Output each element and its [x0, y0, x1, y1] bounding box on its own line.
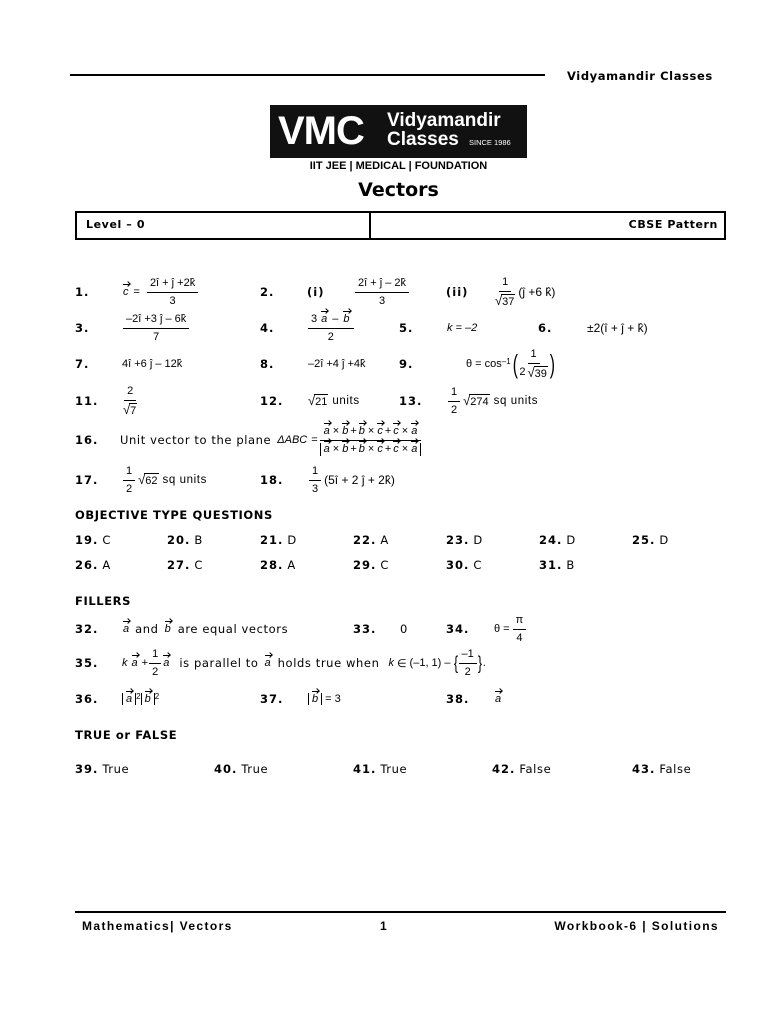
objective-item	[75, 530, 111, 550]
plus-sign: +	[384, 424, 392, 437]
q12-number: 12.	[260, 394, 284, 408]
item-number: 24.	[539, 533, 563, 547]
q6-number: 6.	[538, 321, 553, 335]
vector-a: a	[321, 312, 328, 325]
q37-rest: = 3	[325, 693, 341, 705]
objective-item	[539, 555, 575, 575]
item-answer: False	[519, 762, 552, 776]
item-number: 41.	[353, 762, 377, 776]
cross-sign: ×	[401, 424, 409, 437]
radical-sign: √	[123, 402, 131, 417]
fraction	[308, 313, 354, 344]
numerator: 2î + ĵ – 2k̂	[355, 277, 409, 293]
answer-row	[0, 460, 768, 500]
answer-row	[0, 381, 768, 421]
magnitude-bars	[308, 693, 322, 705]
objective-heading: OBJECTIVE TYPE QUESTIONS	[75, 508, 273, 522]
level-box-divider	[369, 213, 371, 238]
fraction	[123, 465, 135, 496]
q13-number: 13.	[399, 394, 423, 408]
fraction	[355, 277, 409, 308]
numerator: 1	[149, 648, 161, 664]
pattern-label: CBSE Pattern	[628, 218, 718, 231]
numerator: –2î +3 ĵ – 6k̂	[123, 313, 189, 329]
radicand: 7	[130, 405, 137, 417]
numerator: 2	[124, 385, 136, 401]
inverse-exponent: –1	[501, 357, 511, 366]
fraction	[123, 385, 137, 417]
cross-sign: ×	[401, 442, 409, 455]
item-number: 28.	[260, 558, 284, 572]
item-answer: C	[194, 558, 204, 572]
q7-number: 7.	[75, 357, 90, 371]
square-root	[495, 294, 515, 308]
objective-row	[0, 555, 768, 575]
answer-row	[0, 344, 768, 384]
item-answer: True	[380, 762, 408, 776]
logo-line-2: Classes	[387, 129, 459, 150]
plus-sign: +	[384, 442, 392, 455]
vector-a: a	[163, 657, 170, 669]
and-word: and	[135, 622, 159, 636]
radicand: 274	[470, 396, 489, 408]
objective-row	[0, 530, 768, 550]
denominator: 3	[169, 294, 176, 307]
vector-c: c	[123, 286, 129, 298]
q34-number: 34.	[446, 622, 470, 636]
item-number: 40.	[214, 762, 238, 776]
item-number: 25.	[632, 533, 656, 547]
q32-rest: are equal vectors	[177, 622, 289, 636]
fraction	[149, 648, 161, 679]
true-false-item	[75, 759, 129, 779]
item-number: 31.	[539, 558, 563, 572]
vector-a: a	[323, 442, 330, 455]
coefficient: 3	[311, 312, 318, 325]
objective-item	[167, 555, 203, 575]
coefficient: 2	[519, 366, 526, 378]
objective-item	[632, 530, 669, 550]
denominator: 2	[152, 665, 159, 678]
fraction	[123, 313, 189, 344]
denominator: 3	[378, 294, 386, 307]
objective-item	[353, 530, 389, 550]
q3-answer	[120, 308, 192, 348]
item-answer: C	[102, 533, 112, 547]
bracket-expression: (5î + 2 ĵ + 2k̂)	[324, 473, 395, 487]
cross-sign: ×	[367, 442, 375, 455]
fillers-row	[0, 679, 768, 719]
true-false-item	[492, 759, 551, 779]
q2-part-ii-answer	[492, 272, 555, 312]
objective-item	[167, 530, 203, 550]
objective-item	[446, 555, 482, 575]
radical-sign: √	[138, 472, 146, 487]
fraction	[519, 348, 548, 380]
item-number: 26.	[75, 558, 99, 572]
q35-mid: is parallel to	[179, 656, 259, 670]
radical-sign: √	[308, 393, 316, 408]
q5-answer: k = –2	[447, 322, 478, 334]
fraction	[320, 425, 422, 456]
item-answer: D	[659, 533, 669, 547]
q35-tail: holds true when	[277, 656, 380, 670]
vector-c: c	[393, 424, 399, 437]
numerator: 1	[499, 276, 511, 292]
radicand: 39	[534, 368, 547, 380]
q38-answer	[494, 679, 502, 719]
vector-b: b	[358, 424, 365, 437]
cross-sign: ×	[332, 424, 340, 437]
denominator	[519, 364, 548, 380]
vmc-logo	[270, 105, 527, 158]
vector-b: b	[312, 693, 319, 705]
item-answer: D	[566, 533, 576, 547]
objective-item	[353, 555, 389, 575]
true-false-row	[0, 759, 768, 779]
vector-c: c	[377, 442, 383, 455]
q2-part-i-label: (i)	[307, 285, 325, 299]
item-answer: True	[102, 762, 130, 776]
objective-item	[75, 555, 111, 575]
vector-a: a	[495, 693, 502, 705]
q36-number: 36.	[75, 692, 99, 706]
denominator	[123, 401, 137, 417]
header-brand: Vidyamandir Classes	[567, 69, 713, 83]
answer-row	[0, 308, 768, 348]
objective-item	[260, 555, 296, 575]
denominator: 2	[126, 482, 133, 495]
radicand: 21	[315, 396, 328, 408]
logo-mark: VMC	[278, 109, 364, 153]
vector-a: a	[323, 424, 330, 437]
numerator	[320, 425, 422, 441]
q6-answer: ±2(î + ĵ + k̂)	[587, 321, 648, 335]
vector-a: a	[126, 693, 133, 705]
logo-tagline: IIT JEE | MEDICAL | FOUNDATION	[309, 160, 488, 172]
q2-part-i-answer	[352, 272, 412, 312]
vector-a: a	[411, 442, 418, 455]
answer-row	[0, 272, 768, 312]
theta-cos: θ = cos	[466, 358, 502, 370]
denominator: 3	[312, 482, 319, 495]
bracket-expression: (ĵ +6 k̂)	[518, 285, 556, 299]
cross-sign: ×	[367, 424, 375, 437]
fraction	[513, 614, 527, 645]
q4-answer	[305, 308, 357, 348]
vector-a: a	[411, 424, 418, 437]
denominator: 2	[464, 665, 471, 678]
square-root	[138, 473, 158, 487]
fraction	[459, 648, 477, 679]
logo-line-1: Vidyamandir	[387, 110, 501, 131]
magnitude-bars	[320, 443, 422, 456]
equals-sign: =	[133, 286, 140, 298]
plus-sign: +	[350, 424, 357, 437]
true-false-item	[353, 759, 407, 779]
q2-number: 2.	[260, 285, 275, 299]
level-box	[75, 211, 726, 240]
item-number: 20.	[167, 533, 191, 547]
q8-answer: –2î +4 ĵ +4k̂	[308, 358, 366, 370]
page-number: 1	[380, 919, 387, 933]
q17-answer	[120, 460, 207, 500]
magnitude-bars	[141, 693, 155, 705]
q8-number: 8.	[260, 357, 275, 371]
item-number: 27.	[167, 558, 191, 572]
logo-since: SINCE 1986	[469, 138, 511, 147]
q5-number: 5.	[399, 321, 414, 335]
numerator: 1	[528, 348, 540, 364]
numerator: 1	[123, 465, 135, 481]
numerator: 2î + ĵ +2k̂	[147, 277, 198, 293]
denominator: 7	[153, 330, 160, 343]
q18-number: 18.	[260, 473, 284, 487]
footer-rule	[75, 911, 726, 913]
unit-label: sq units	[493, 395, 539, 407]
square-root	[308, 394, 328, 408]
k-variable: k	[122, 657, 128, 669]
q38-number: 38.	[446, 692, 470, 706]
fillers-row	[0, 643, 768, 683]
true-false-item	[214, 759, 268, 779]
vector-b: b	[343, 312, 350, 325]
equals-sign: =	[311, 434, 318, 446]
k-variable: k	[388, 657, 394, 669]
square-root	[463, 394, 490, 408]
radicand: 37	[502, 296, 515, 308]
item-answer: True	[241, 762, 269, 776]
q18-answer	[306, 460, 395, 500]
q16-text: Unit vector to the plane	[120, 433, 272, 447]
triangle-abc: ΔABC	[277, 434, 308, 446]
vector-a: a	[131, 657, 138, 669]
item-number: 43.	[632, 762, 656, 776]
vector-b: b	[164, 623, 171, 635]
numerator: 1	[448, 386, 460, 402]
item-number: 29.	[353, 558, 377, 572]
item-answer: D	[473, 533, 483, 547]
vector-c: c	[393, 442, 399, 455]
right-paren: )	[549, 349, 555, 379]
q35-answer	[122, 643, 486, 683]
cross-sign: ×	[332, 442, 340, 455]
header-rule	[70, 74, 545, 76]
radical-sign: √	[527, 365, 535, 380]
item-number: 22.	[353, 533, 377, 547]
exponent: 2	[154, 692, 160, 701]
plus-sign: +	[141, 657, 149, 669]
denominator	[320, 441, 422, 456]
answer-row	[0, 420, 768, 460]
period: .	[482, 657, 486, 669]
item-answer: C	[473, 558, 483, 572]
page-title: Vectors	[358, 179, 439, 201]
item-answer: A	[380, 533, 389, 547]
denominator: 2	[327, 330, 334, 343]
element-of: ∈	[396, 657, 407, 670]
magnitude-bars	[122, 693, 136, 705]
q35-number: 35.	[75, 656, 99, 670]
denominator	[495, 292, 515, 308]
item-number: 30.	[446, 558, 470, 572]
numerator: π	[513, 614, 527, 630]
true-false-heading: TRUE or FALSE	[75, 728, 178, 742]
radicand: 62	[145, 475, 158, 487]
item-answer: C	[380, 558, 390, 572]
fraction	[448, 386, 460, 417]
square-root	[123, 403, 137, 417]
objective-item	[446, 530, 483, 550]
fraction	[147, 277, 198, 308]
numerator: 1	[309, 465, 321, 481]
q32-number: 32.	[75, 622, 99, 636]
level-label: Level – 0	[86, 218, 146, 231]
q36-answer	[122, 679, 159, 719]
square-root	[527, 366, 547, 380]
q3-number: 3.	[75, 321, 90, 335]
interval: (–1, 1) –	[409, 657, 451, 669]
item-answer: B	[566, 558, 575, 572]
item-answer: B	[194, 533, 203, 547]
numerator	[308, 313, 354, 329]
denominator: 2	[451, 403, 458, 416]
q12-answer	[308, 381, 360, 421]
unit-label: sq units	[162, 474, 207, 486]
q1-number: 1.	[75, 285, 90, 299]
radical-sign: √	[463, 393, 471, 408]
radical-sign: √	[495, 293, 503, 308]
q37-answer	[308, 679, 341, 719]
item-number: 23.	[446, 533, 470, 547]
footer-subject: Mathematics| Vectors	[82, 919, 233, 933]
vector-b: b	[144, 693, 151, 705]
q11-number: 11.	[75, 394, 99, 408]
minus-sign: –	[332, 312, 339, 325]
unit-label: units	[332, 395, 360, 407]
q13-answer	[445, 381, 538, 421]
true-false-item	[632, 759, 691, 779]
item-number: 42.	[492, 762, 516, 776]
item-answer: False	[659, 762, 692, 776]
q9-answer	[466, 344, 557, 384]
q16-answer	[120, 420, 421, 460]
q9-number: 9.	[399, 357, 414, 371]
q2-part-ii-label: (ii)	[446, 285, 469, 299]
fillers-heading: FILLERS	[75, 594, 131, 608]
q7-answer: 4î +6 ĵ – 12k̂	[122, 358, 183, 370]
fraction	[495, 276, 515, 308]
item-answer: A	[102, 558, 111, 572]
q33-number: 33.	[353, 622, 377, 636]
item-answer: A	[287, 558, 296, 572]
q16-number: 16.	[75, 433, 99, 447]
right-brace: }	[477, 653, 482, 673]
item-answer: D	[287, 533, 297, 547]
q33-answer: 0	[400, 622, 408, 636]
item-number: 19.	[75, 533, 99, 547]
q4-number: 4.	[260, 321, 275, 335]
q11-answer	[120, 381, 140, 421]
vector-a: a	[123, 623, 130, 635]
vector-b: b	[342, 442, 349, 455]
theta-equals: θ =	[494, 623, 510, 635]
left-brace: {	[453, 653, 458, 673]
q17-number: 17.	[75, 473, 99, 487]
objective-item	[260, 530, 297, 550]
left-paren: (	[512, 349, 518, 379]
item-number: 21.	[260, 533, 284, 547]
vector-a: a	[264, 657, 271, 669]
vector-c: c	[377, 424, 383, 437]
numerator: –1	[459, 648, 477, 664]
objective-item	[539, 530, 576, 550]
vector-b: b	[358, 442, 365, 455]
fraction	[309, 465, 321, 496]
denominator: 4	[516, 631, 523, 644]
exponent: 2	[136, 692, 141, 701]
q1-answer	[122, 272, 201, 312]
q37-number: 37.	[260, 692, 284, 706]
footer-workbook: Workbook-6 | Solutions	[554, 919, 719, 933]
vector-b: b	[342, 424, 349, 437]
plus-sign: +	[350, 442, 357, 455]
item-number: 39.	[75, 762, 99, 776]
